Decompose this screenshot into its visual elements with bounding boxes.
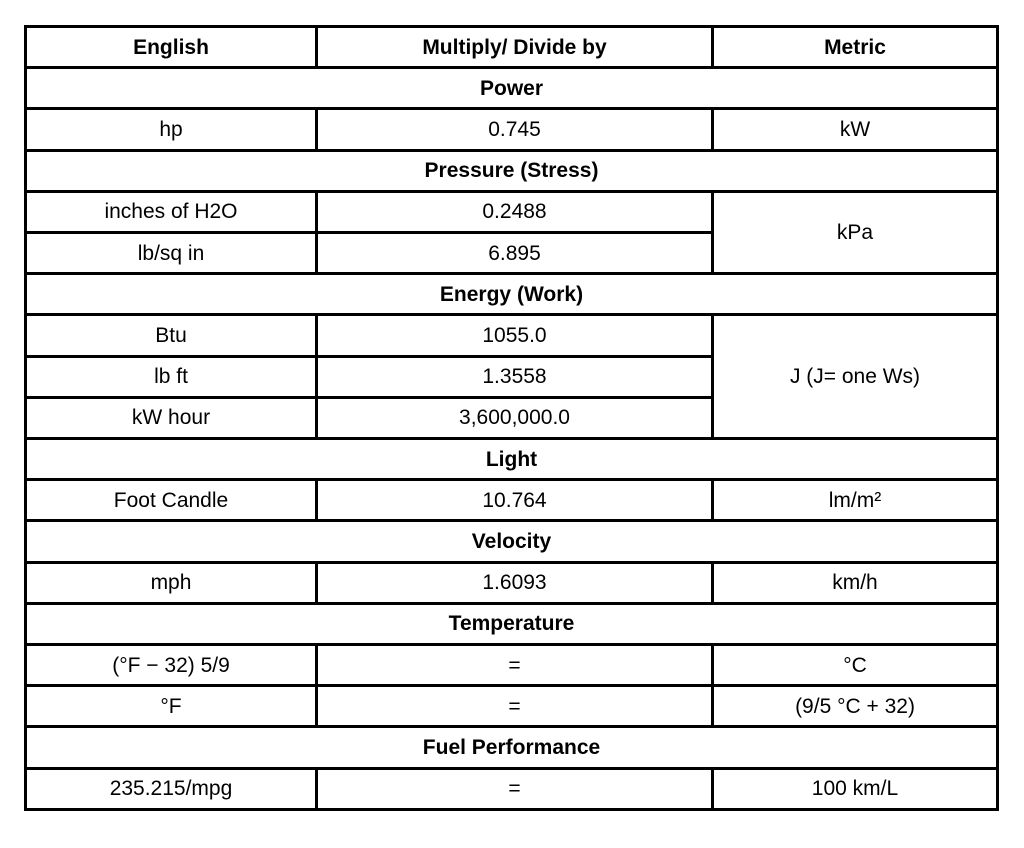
english-unit: kW hour — [26, 397, 317, 438]
metric-unit: lm/m² — [713, 480, 998, 521]
conversion-factor: = — [317, 645, 713, 686]
table-row — [26, 315, 998, 356]
table-row — [26, 109, 998, 150]
section-title-power: Power — [26, 68, 998, 109]
section-row-fuel — [26, 727, 998, 768]
conversion-factor: 3,600,000.0 — [317, 397, 713, 438]
conversion-factor: 1.6093 — [317, 562, 713, 603]
metric-unit: J (J= one Ws) — [713, 315, 998, 439]
metric-unit: kPa — [713, 191, 998, 273]
conversion-factor: 1055.0 — [317, 315, 713, 356]
metric-unit: kW — [713, 109, 998, 150]
conversion-factor: 1.3558 — [317, 356, 713, 397]
metric-unit: 100 km/L — [713, 768, 998, 809]
conversion-factor: 10.764 — [317, 480, 713, 521]
conversion-table — [24, 25, 999, 811]
header-row — [26, 27, 998, 68]
conversion-factor: 0.2488 — [317, 191, 713, 232]
english-unit: lb ft — [26, 356, 317, 397]
table-row — [26, 686, 998, 727]
metric-unit: (9/5 °C + 32) — [713, 686, 998, 727]
table-row — [26, 768, 998, 809]
metric-unit: °C — [713, 645, 998, 686]
conversion-factor: 6.895 — [317, 233, 713, 274]
table-row — [26, 645, 998, 686]
english-unit: Btu — [26, 315, 317, 356]
english-unit: inches of H2O — [26, 191, 317, 232]
section-row-power — [26, 68, 998, 109]
section-title-velocity: Velocity — [26, 521, 998, 562]
section-title-light: Light — [26, 439, 998, 480]
section-row-velocity — [26, 521, 998, 562]
header-factor: Multiply/ Divide by — [317, 27, 713, 68]
section-title-temperature: Temperature — [26, 603, 998, 644]
section-row-temperature — [26, 603, 998, 644]
table-row — [26, 562, 998, 603]
english-unit: lb/sq in — [26, 233, 317, 274]
section-row-energy — [26, 274, 998, 315]
section-title-energy: Energy (Work) — [26, 274, 998, 315]
english-unit: Foot Candle — [26, 480, 317, 521]
table-row — [26, 480, 998, 521]
english-unit: mph — [26, 562, 317, 603]
english-unit: °F — [26, 686, 317, 727]
section-row-pressure — [26, 150, 998, 191]
header-english: English — [26, 27, 317, 68]
english-unit: 235.215/mpg — [26, 768, 317, 809]
english-unit: (°F − 32) 5/9 — [26, 645, 317, 686]
conversion-factor: 0.745 — [317, 109, 713, 150]
english-unit: hp — [26, 109, 317, 150]
table-row — [26, 191, 998, 232]
section-title-pressure: Pressure (Stress) — [26, 150, 998, 191]
conversion-factor: = — [317, 768, 713, 809]
conversion-factor: = — [317, 686, 713, 727]
header-metric: Metric — [713, 27, 998, 68]
metric-unit: km/h — [713, 562, 998, 603]
section-row-light — [26, 439, 998, 480]
section-title-fuel: Fuel Performance — [26, 727, 998, 768]
